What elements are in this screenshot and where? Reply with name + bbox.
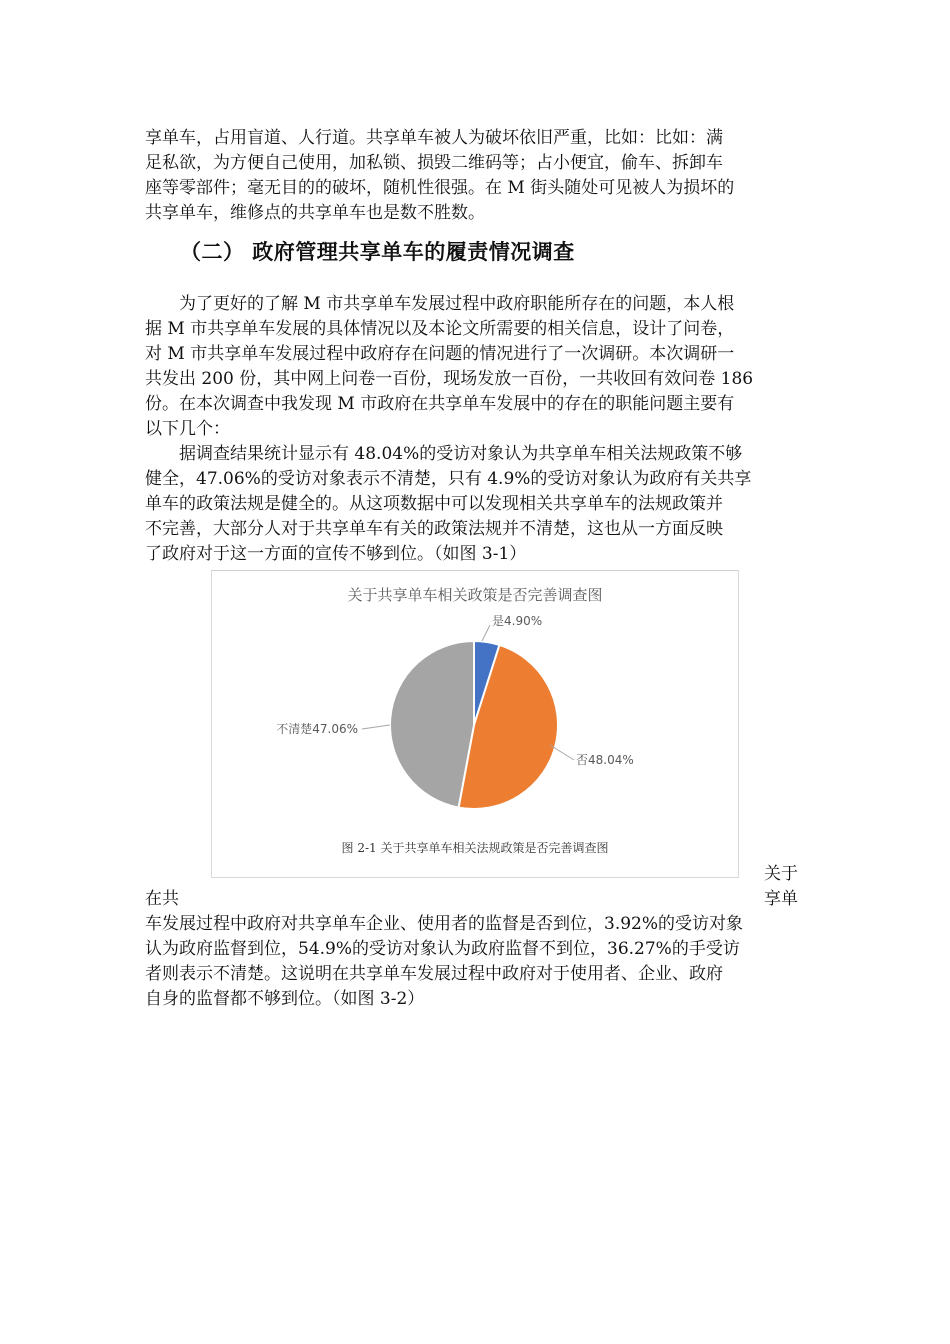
- text-line: 健全，47.06%的受访对象表示不清楚，只有 4.9%的受访对象认为政府有关共享: [145, 469, 752, 489]
- section-heading: （二） 政府管理共享单车的履责情况调查: [180, 240, 575, 264]
- figure-caption: 图 2-1 关于共享单车相关法规政策是否完善调查图: [341, 841, 609, 855]
- text-line: 者则表示不清楚。这说明在共享单车发展过程中政府对于使用者、企业、政府: [145, 964, 723, 984]
- text-line: 共享单车，维修点的共享单车也是数不胜数。: [145, 203, 485, 223]
- text-line: 不完善，大部分人对于共享单车有关的政策法规并不清楚，这也从一方面反映: [145, 519, 723, 539]
- text-line: 足私欲，为方便自己使用，加私锁、损毁二维码等；占小便宜，偷车、拆卸车: [145, 153, 723, 173]
- text-line: 车发展过程中政府对共享单车企业、使用者的监督是否到位，3.92%的受访对象: [145, 914, 744, 934]
- leader-line: [482, 625, 490, 641]
- text-line: 认为政府监督到位，54.9%的受访对象认为政府监督不到位，36.27%的手受访: [145, 939, 740, 959]
- data-label: 是4.90%: [492, 614, 543, 628]
- pie-chart-figure: [211, 570, 739, 878]
- side-text-right-bottom: 享单: [764, 889, 798, 909]
- chart-title: 关于共享单车相关政策是否完善调查图: [347, 586, 603, 604]
- side-text-right-top: 关于: [764, 864, 798, 884]
- text-line: 享单车，占用盲道、人行道。共享单车被人为破坏依旧严重，比如：比如：满: [145, 128, 723, 148]
- data-label: 否48.04%: [576, 753, 634, 767]
- side-text-left: 在共: [145, 889, 179, 909]
- text-line: 据调查结果统计显示有 48.04%的受访对象认为共享单车相关法规政策不够: [145, 444, 743, 464]
- text-line: 份。在本次调查中我发现 M 市政府在共享单车发展中的存在的职能问题主要有: [145, 394, 735, 414]
- text-line: 共发出 200 份，其中网上问卷一百份，现场发放一百份，一共收回有效问卷 186: [145, 369, 754, 389]
- text-line: 座等零部件；毫无目的的破坏，随机性很强。在 M 街头随处可见被人为损坏的: [145, 178, 735, 198]
- text-line: 了政府对于这一方面的宣传不够到位。（如图 3-1）: [145, 544, 527, 564]
- pie-chart: [212, 571, 738, 877]
- text-line: 自身的监督都不够到位。（如图 3-2）: [145, 989, 425, 1009]
- data-label: 不清楚47.06%: [276, 722, 358, 736]
- text-line: 以下几个：: [145, 419, 230, 439]
- text-line: 为了更好的了解 M 市共享单车发展过程中政府职能所存在的问题，本人根: [145, 294, 735, 314]
- text-line: 据 M 市共享单车发展的具体情况以及本论文所需要的相关信息，设计了问卷，: [145, 319, 735, 339]
- leader-line: [362, 725, 390, 729]
- pie-slice-不清楚: [390, 641, 474, 808]
- text-line: 单车的政策法规是健全的。从这项数据中可以发现相关共享单车的法规政策并: [145, 494, 723, 514]
- text-line: 对 M 市共享单车发展过程中政府存在问题的情况进行了一次调研。本次调研一: [145, 344, 735, 364]
